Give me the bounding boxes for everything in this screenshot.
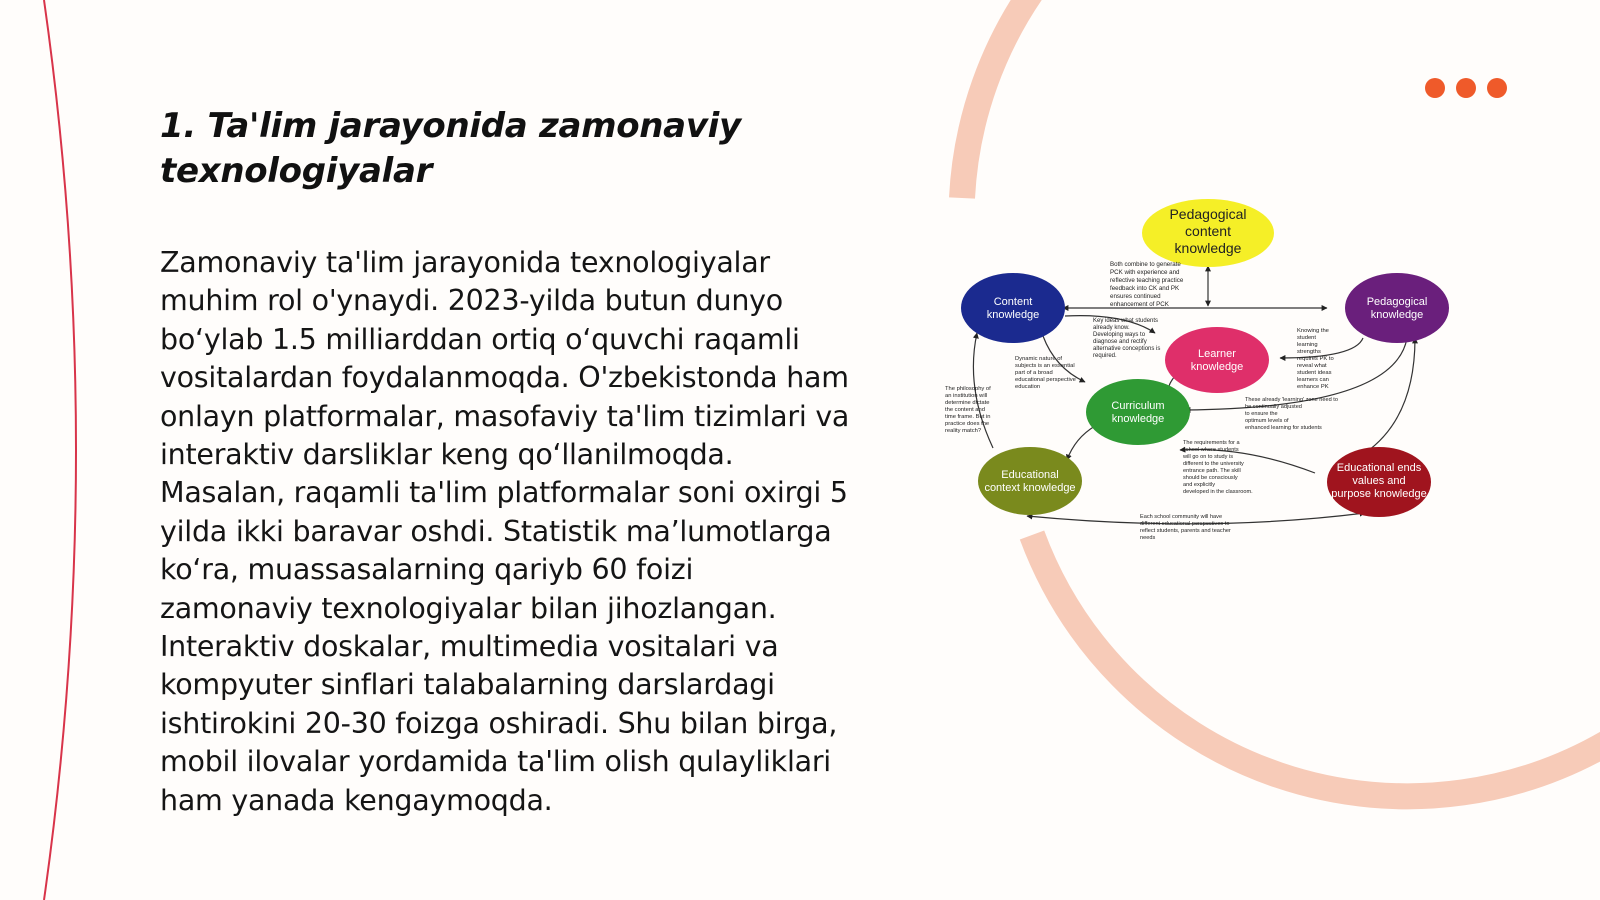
note-line: determine dictate [945,400,990,406]
node-educational-context-knowledge [978,447,1082,515]
note-line: enhanced learning for students [1245,425,1322,431]
note-line: be continually adjusted [1245,404,1302,410]
note-line: school where students [1183,447,1239,453]
dot-1 [1425,78,1445,98]
note-line: enhance PK [1297,384,1329,390]
note-bottom [1140,514,1231,541]
slide-title-line-2: texnologiyalar [160,151,433,191]
note-middle-right [1245,397,1338,431]
knowledge-diagram [945,198,1450,543]
note-far-left [945,386,991,434]
note-line: enhancement of PCK [1110,301,1169,308]
note-line: Both combine to generate [1110,261,1181,268]
note-line: Each school community will have [1140,514,1223,520]
left-curve-line [44,0,76,900]
note-line: PCK with experience and [1110,269,1180,276]
note-line: developed in the classroom. [1183,489,1253,495]
slide-title [160,104,800,194]
connector-pedagogical-learner [1280,338,1363,358]
note-line: should be consciously [1183,475,1238,481]
note-line: part of a broad [1015,370,1053,376]
note-line: and explicitly [1183,482,1216,488]
note-lower-left [1015,356,1076,390]
note-line: to ensure the [1245,411,1278,417]
slide-title-line-1: 1. Ta'lim jarayonida zamonaviy [160,106,741,146]
note-line: learners can [1297,377,1329,383]
node-label: Pedagogical [1169,206,1247,222]
note-line: feedback into CK and PK [1110,285,1180,292]
decorative-dots [1425,78,1507,98]
note-line: education [1015,384,1041,390]
note-line: Dynamic nature of [1015,356,1063,362]
node-label: knowledge [1370,309,1424,321]
node-label: purpose knowledge [1331,488,1427,500]
note-line: different educational perspectives to [1140,521,1230,527]
node-label: values and [1352,475,1406,487]
note-line: reflect students, parents and teacher [1140,528,1231,534]
node-educational-ends-knowledge [1327,447,1431,517]
note-top [1110,261,1184,308]
note-line: diagnose and rectify [1093,339,1147,345]
note-line: subjects is an essential [1015,363,1075,369]
node-pedagogical-knowledge [1345,273,1449,343]
note-line: requires PK to [1297,356,1334,362]
note-line: an institution will [945,393,988,399]
note-center-bottom [1182,440,1253,495]
node-label: Educational [1001,469,1059,481]
ring-arc-bottom [1032,535,1600,796]
dot-3 [1487,78,1507,98]
note-line: The philosophy of [945,386,991,392]
connector-context-curriculum [1067,426,1095,460]
node-pedagogical-content-knowledge [1142,199,1274,267]
note-line: student ideas [1297,370,1332,376]
note-line: entrance path. The skill [1183,468,1241,474]
note-line: educational perspective [1015,377,1076,383]
note-line: student [1297,335,1317,341]
node-label: knowledge [1190,361,1244,373]
note-middle-left [1093,318,1160,359]
note-line: already know. [1093,325,1130,331]
note-line: optimum levels of [1245,418,1289,424]
node-label: Content [993,296,1033,308]
node-label: Curriculum [1111,400,1165,412]
note-line: required. [1093,353,1117,359]
node-label: knowledge [1174,240,1242,256]
note-line: ensures continued [1110,293,1161,300]
node-content-knowledge [961,273,1065,343]
note-line: Knowing the [1297,328,1329,334]
note-line: reflective teaching practice [1110,277,1184,284]
note-line: reveal what [1297,363,1327,369]
node-label: knowledge [1111,413,1165,425]
note-line: The requirements for a [1183,440,1240,446]
note-line: reality match? [945,428,982,434]
dot-2 [1456,78,1476,98]
node-label: Pedagogical [1366,296,1428,308]
note-line: will go on to study is [1183,454,1234,460]
connector-ends-pedagogical [1365,338,1415,453]
node-label: knowledge [986,309,1040,321]
ring-arc-top [962,0,1040,198]
note-line: time frame. But in [945,414,991,420]
node-label: Learner [1198,348,1236,360]
note-line: the content and [945,407,985,413]
note-line: Key ideas what students [1093,318,1159,324]
note-line: different to the university [1183,461,1244,467]
node-label: context knowledge [984,482,1076,494]
slide-body-text: Zamonaviy ta'lim jarayonida texnologiyalar muhim rol o'ynaydi. 2023-yilda butun dunyo bo‘ylab 1.5 milliarddan ortiq o‘quvchi raqamli vositalardan foydalanmoqda. O'zbekistonda ham onlayn platformalar, masofaviy ta'lim tizimlari va interaktiv darsliklar keng qo‘llanilmoqda. Masalan, raqamli ta'lim platformalar soni oxirgi 5 yilda ikki baravar oshdi. Statistik ma’lumotlarga ko‘ra, muassasalarning qariyb 60 foizi zamonaviy texnologiyalar bilan jihozlangan. Interaktiv doskalar, multimedia vositalari va kompyuter sinflari talabalarning darslardagi ishtirokini 20-30 foizga oshiradi. Shu bilan birga, mobil ilovalar yordamida ta'lim olish qulayliklari ham yanada kengaymoqda. [160,246,850,817]
node-label: Educational ends [1336,462,1422,474]
note-line: These already 'learning' zone need to [1245,397,1338,403]
note-right [1297,328,1334,390]
node-curriculum-knowledge [1086,379,1190,445]
note-line: strengths [1297,349,1321,355]
node-label: content [1185,223,1231,239]
note-line: learning [1297,342,1318,348]
note-line: practice does the [945,421,990,427]
note-line: Developing ways to [1093,332,1146,338]
node-learner-knowledge [1165,327,1269,393]
note-line: needs [1140,535,1156,541]
note-line: alternative conceptions is [1093,346,1161,352]
